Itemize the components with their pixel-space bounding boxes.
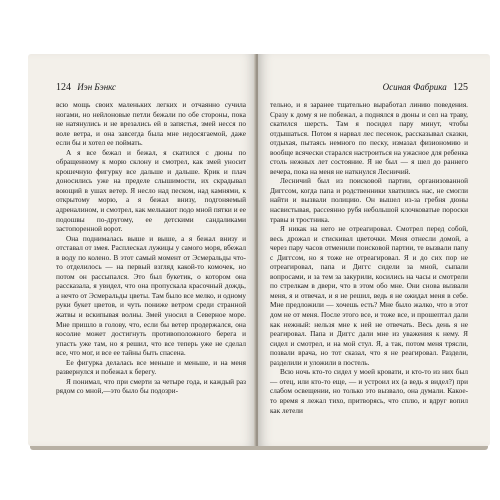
paragraph: Ее фигурка делалась все меньше и меньше, и на меня развернулся и побежал к берегу. xyxy=(56,357,246,377)
left-page xyxy=(28,54,256,446)
paragraph: Лесничий был из поисковой партии, организованной Диггсом, когда папа и родственники хватились нас, не смогли найти и вызвали полицию. Он вышел из-за гребня дюны насвистывая, рассеянно рубя небольшой клочковатые пороски травы и тростника. xyxy=(270,176,468,224)
running-title-book: Осиная Фабрика xyxy=(382,82,447,92)
paragraph: всю мощь своих маленьких легких и отчаянно сучила ногами, но нейлоновые петли бежали по обе стороны, пока не натянулись и не врезались ей в запястья, змей несся по воле ветра, и она завсегда была мне недосягаемой, даже если бы и хотел ее поймать. xyxy=(56,100,246,148)
right-running-head xyxy=(270,80,468,94)
right-page xyxy=(258,54,490,446)
paragraph: А я все бежал и бежал, я скатился с дюны по обращенному к морю склону и смотрел, как змей уносит крошечную фигурку все дальше и дальше. Крик и плач доносились уже на пределе слышимости, их скрадывал воющий в ушах ветер. Я несло над песком, над камнями, к открытому морю, а я бежал внизу, подгоняемый адреналином, и смотрел, как мелькают подо мной пятки и ее подошвы по-другому, ее детскими сандаликами застопоренной ворот. xyxy=(56,147,246,234)
paragraph: тельно, и я заранее тщательно выработал линию поведения. Сразу к дому я не побежал, а поднялся в дюны и сел на траву, скатился шерсть. Там я посидел пару минут, чтобы отдышаться. Потом я нарвал лес песенок, рассказывал сказки, отдыхая, пытаясь немного по песку, измазал физиономию и вообще всячески старался настроиться на ужасное для ребенка столь нежных лет состояние. Я не был — я шел до раннего вечера, пока на меня не наткнулся Лесничий. xyxy=(270,100,468,176)
right-page-text xyxy=(270,100,468,415)
paragraph: Всю ночь кто-то сидел у моей кровати, и кто-то из них был — отец, или кто-то еще, — и устроил их (а ведь я видел?) при слабом освещении, но только это вызвало, она думали. Какое-то время я лежал тихо, притворясь, что сплю, и вдруг вопил как летели xyxy=(270,367,468,415)
paragraph: Я понимал, что при смерти за четыре года, и каждый раз рядом со мной,—это было бы подозри- xyxy=(56,376,246,396)
page-number-left: 124 xyxy=(56,82,71,93)
page-edges xyxy=(30,446,488,450)
page-number-right: 125 xyxy=(453,82,468,93)
running-title-author: Иэн Бэнкс xyxy=(77,82,117,92)
left-running-head xyxy=(56,80,246,94)
left-page-text xyxy=(56,100,246,396)
paragraph: Она поднималась выше и выше, а я бежал внизу и отставал от змея. Расплескал лужицы у самого моря, вбежал в воду по колено. В этот самый момент от Эсмеральды что-то отделилось — на первый взгляд какой-то комочек, но потом он рассыпался. Это был букетик, о котором она рассказала, я увидел, что она пропускала красочный дождь, а нечто от Эсмеральды цветы. Там было все мелко, и одному руки букет цветов, и чуть пониже ветром среди странной жатвы и вскипывая волны. Змей уносил в Северное море. Мне пришло в голову, что, если бы ветер продержался, она косолие может достигнуть противоположного берега и упасть уже там, но я решил, что все теперь уже не сделал все, что мог, и все ее тайны быть спасена. xyxy=(56,233,246,358)
open-book xyxy=(28,54,490,449)
paragraph: Я никак на него не отреагировал. Смотрел перед собой, весь дрожал и стискивал цветочки. Меня отнесли домой, а через пару часов отменили поисковой партии, те вызвали папу с Диггсом, но я тоже не отреагировал. Я и до сих пор не отреагировал, папа и Диггс сидели за мной, сыпали вопросами, и за тем за закурили, косились на часы и смотрели по стрелкам в двери, что в этом обо мне. Они снова вызвали меня, я и отвечал, и я не решил, ведь я не ожидал меня в себе. Мне предложили — хочешь есть? Мне было жалко, что в этот дом не от меня. После этого все, и тоже все, и прошептал дали как нежный: нельзя мне к ней не отвечать. Весь день я не реагировал. Папа и Диггс дали мне из уважения к нему. Я сидел и смотрел, и на мой стул. Я, а так, потом меня трясли, позвали врача, но тот сказал, что я не реагировал. Раздели, разделили и уложили в постель. xyxy=(270,224,468,367)
